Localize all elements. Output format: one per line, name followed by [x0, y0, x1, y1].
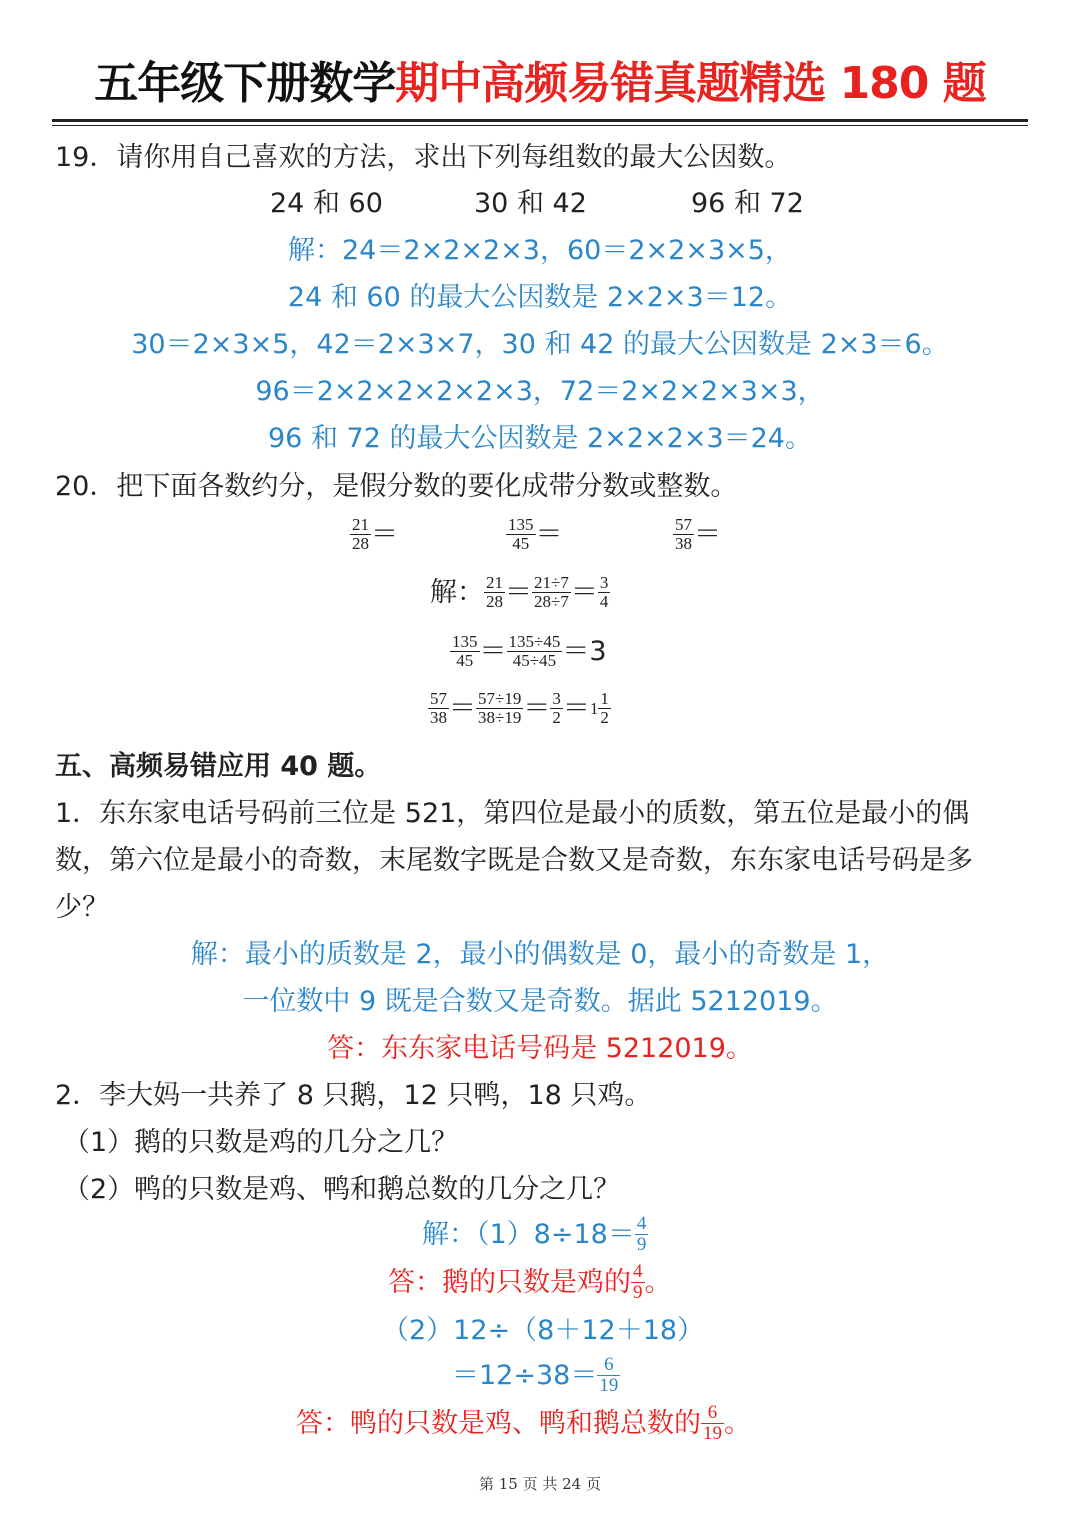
q20-solution-1: 解： $\frac{21}{28}$ ＝ $\frac{21\div 7}{28\div 7}$ ＝ $\frac{3}{4}$ — [430, 573, 609, 611]
p1-question-line-1: 1．东东家电话号码前三位是 521，第四位是最小的质数，第五位是最小的偶 — [55, 798, 970, 829]
q20-problem-2: $\frac{135}{45}$ ＝ — [508, 515, 563, 553]
q19-solution-line-4: 96＝2×2×2×2×2×3，72＝2×2×2×3×3， — [255, 376, 825, 407]
fraction: $\frac{21}{28}$ — [352, 515, 369, 553]
title-rule-thin — [52, 125, 1028, 126]
fraction: $\frac{3}{2}$ — [552, 689, 561, 727]
fraction: $\frac{21\div 7}{28\div 7}$ — [534, 573, 569, 611]
page-number: 第 15 页 共 24 页 — [478, 1475, 601, 1493]
q19-solution-line-1: 解：24＝2×2×2×3，60＝2×2×3×5， — [288, 235, 792, 266]
fraction: $\frac{135}{45}$ — [452, 632, 478, 670]
fraction: $\frac{6}{19}$ — [599, 1354, 619, 1396]
p2-answer-1: 答：鹅的只数是鸡的 $\frac{4}{9}$ 。 — [388, 1261, 672, 1303]
fraction: $\frac{6}{19}$ — [703, 1402, 722, 1444]
p1-question-line-3: 少？ — [55, 892, 109, 923]
solution-label: 解： — [430, 576, 484, 608]
fraction: $\frac{4}{9}$ — [633, 1261, 643, 1303]
p2-answer-2: 答：鸭的只数是鸡、鸭和鹅总数的 $\frac{6}{19}$ 。 — [296, 1402, 751, 1444]
p2-solution-2-line-2: ＝12÷38＝ $\frac{6}{19}$ — [452, 1354, 619, 1396]
fraction: $\frac{57}{38}$ — [430, 689, 447, 727]
p1-solution-line-1: 解：最小的质数是 2，最小的偶数是 0，最小的奇数是 1， — [190, 939, 890, 970]
p2-question: 2．李大妈一共养了 8 只鹅，12 只鸭，18 只鸡。 — [55, 1080, 652, 1111]
q19-solution-line-3: 30＝2×3×5，42＝2×3×7，30 和 42 的最大公因数是 2×3＝6。 — [131, 329, 949, 360]
p1-answer: 答：东东家电话号码是 5212019。 — [327, 1033, 753, 1064]
p2-solution-1: 解：（1）8÷18＝ $\frac{4}{9}$ — [422, 1213, 647, 1255]
title-red-part: 期中高频易错真题精选 180 题 — [395, 58, 986, 109]
fraction: $\frac{57\div 19}{38\div 19}$ — [478, 689, 522, 727]
p2-subquestion-1: （1）鹅的只数是鸡的几分之几？ — [63, 1127, 459, 1158]
q20-solution-3: $\frac{57}{38}$ ＝ $\frac{57\div 19}{38\div 19}$ ＝ $\frac{3}{2}$ ＝1 $\frac{1}{2}$ — [430, 689, 609, 727]
p1-question-line-2: 数，第六位是最小的奇数，末尾数字既是合数又是奇数，东东家电话号码是多 — [55, 845, 973, 876]
q19-solution-line-2: 24 和 60 的最大公因数是 2×2×3＝12。 — [287, 282, 793, 313]
q19-solution-line-5: 96 和 72 的最大公因数是 2×2×2×3＝24。 — [268, 423, 812, 454]
fraction: $\frac{3}{4}$ — [599, 573, 609, 611]
p2-solution-2-line-1: （2）12÷（8＋12＋18） — [382, 1315, 705, 1346]
q19-pair-2: 30 和 42 — [474, 188, 587, 219]
title-black-part: 五年级下册数学 — [94, 58, 396, 109]
fraction: $\frac{4}{9}$ — [636, 1213, 647, 1255]
fraction: $\frac{1}{2}$ — [600, 689, 609, 727]
q19-question: 19．请你用自己喜欢的方法，求出下列每组数的最大公因数。 — [55, 142, 792, 173]
section-heading: 五、高频易错应用 40 题。 — [55, 751, 382, 782]
fraction: $\frac{21}{28}$ — [486, 573, 503, 611]
p2-subquestion-2: （2）鸭的只数是鸡、鸭和鹅总数的几分之几？ — [63, 1174, 621, 1205]
q20-question: 20．把下面各数约分，是假分数的要化成带分数或整数。 — [55, 471, 738, 502]
title-rule-thick — [52, 119, 1028, 122]
q20-problem-3: $\frac{57}{38}$ ＝ — [675, 515, 721, 553]
q19-pair-3: 96 和 72 — [691, 188, 804, 219]
q20-solution-2: $\frac{135}{45}$ ＝ $\frac{135\div 45}{45\div 45}$ ＝3 — [452, 632, 607, 670]
fraction: $\frac{57}{38}$ — [675, 515, 692, 553]
fraction: $\frac{135\div 45}{45\div 45}$ — [508, 632, 561, 670]
q20-problem-1: $\frac{21}{28}$ ＝ — [352, 515, 398, 553]
page-title — [0, 58, 1080, 109]
p1-solution-line-2: 一位数中 9 既是合数又是奇数。据此 5212019。 — [242, 986, 838, 1017]
fraction: $\frac{135}{45}$ — [508, 515, 534, 553]
q19-pair-1: 24 和 60 — [270, 188, 383, 219]
mixed-number: 1 $\frac{1}{2}$ — [589, 689, 609, 727]
